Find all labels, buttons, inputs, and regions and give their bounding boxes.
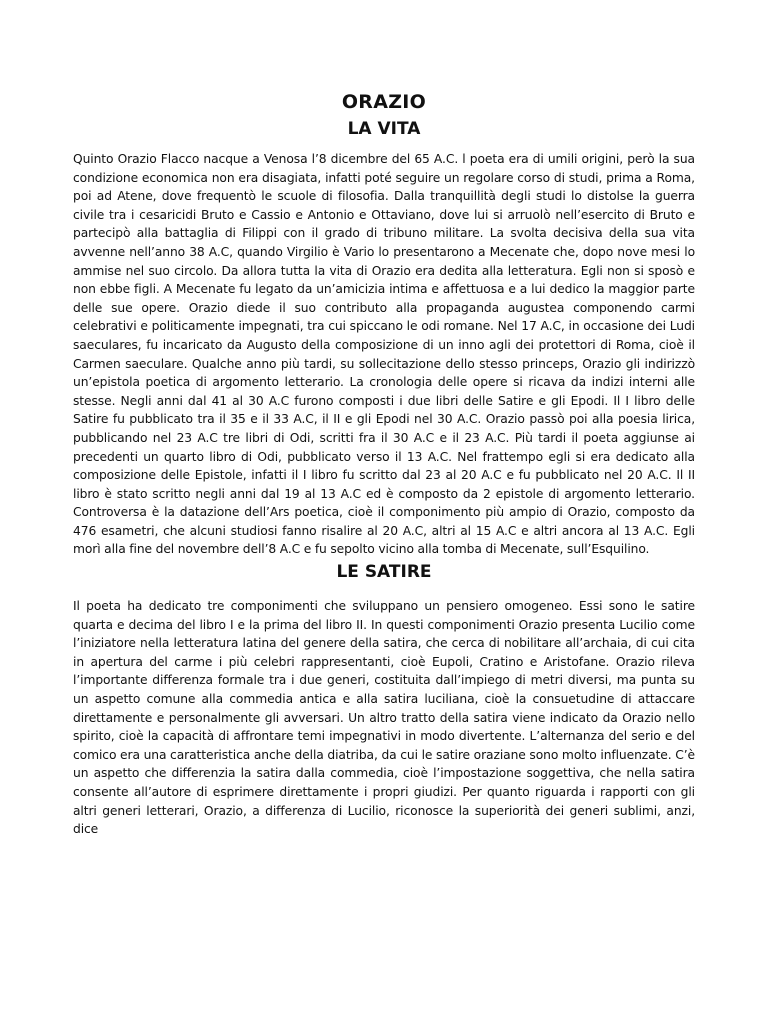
document-page [73, 88, 695, 839]
paragraph-la-vita: Quinto Orazio Flacco nacque a Venosa l’8 dicembre del 65 A.C. l poeta era di umili origini, però la sua condizione economica non era disagiata, infatti poté seguire un regolare corso di studi, prima a Roma, poi ad Atene, dove frequentò le scuole di filosofia. Dalla tranquillità degli studi lo distolse la guerra civile tra i cesaricidi Bruto e Cassio e Antonio e Ottaviano, dove lui si arruolò nell’esercito di Bruto e partecipò alla battaglia di Filippi con il grado di tribuno militare. La svolta decisiva della sua vita avvenne nell’anno 38 A.C, quando Virgilio è Vario lo presentarono a Mecenate che, dopo nove mesi lo ammise nel suo circolo. Da allora tutta la vita di Orazio era dedita alla letteratura. Egli non si sposò e non ebbe figli. A Mecenate fu legato da un’amicizia intima e affettuosa e a lui dedico la maggior parte delle sue opere. Orazio diede il suo contributo alla propaganda augustea componendo carmi celebrativi e politicamente impegnati, tra cui spiccano le odi romane. Nel 17 A.C, in occasione dei Ludi saeculares, fu incaricato da Augusto della composizione di un inno agli dei protettori di Roma, cioè il Carmen saeculare. Qualche anno più tardi, su sollecitazione dello stesso princeps, Orazio gli indirizzò un’epistola poetica di argomento letterario. La cronologia delle opere si ricava da indizi interni alle stesse. Negli anni dal 41 al 30 A.C furono composti i due libri delle Satire e gli Epodi. Il I libro delle Satire fu pubblicato tra il 35 e il 33 A.C, il II e gli Epodi nel 30 A.C. Orazio passò poi alla poesia lirica, pubblicando nel 23 A.C tre libri di Odi, scritti fra il 30 A.C e il 23 A.C. Più tardi il poeta aggiunse ai precedenti un quarto libro di Odi, pubblicato verso il 13 A.C. Nel frattempo egli si era dedicato alla composizione delle Epistole, infatti il I libro fu scritto dal 23 al 20 A.C e fu pubblicato nel 20 A.C. Il II libro è stato scritto negli anni dal 19 al 13 A.C ed è composto da 2 epistole di argomento letterario. Controversa è la datazione dell’Ars poetica, cioè il componimento più ampio di Orazio, composto da 476 esametri, che alcuni studiosi fanno risalire al 20 A.C, altri al 15 A.C e altri ancora al 13 A.C. Egli morì alla fine del novembre dell’8 A.C e fu sepolto vicino alla tomba di Mecenate, sull’Esquilino. [73, 152, 695, 557]
paragraph-le-satire: Il poeta ha dedicato tre componimenti che sviluppano un pensiero omogeneo. Essi sono le satire quarta e decima del libro I e la prima del libro II. In questi componimenti Orazio presenta Lucilio come l’iniziatore nella letteratura latina del genere della satira, che cerca di nobilitare all’archaia, di cui cita in apertura del carme i più celebri rappresentanti, cioè Eupoli, Cratino e Aristofane. Orazio rileva l’importante differenza formale tra i due generi, costituita dall’impiego di metri diversi, ma punta su un aspetto comune alla commedia antica e alla satira luciliana, cioè la consuetudine di attaccare direttamente e personalmente gli avversari. Un altro tratto della satira viene indicato da Orazio nello spirito, cioè la capacità di affrontare temi impegnativi in modo divertente. L’alternanza del serio e del comico era una caratteristica anche della diatriba, da cui le satire oraziane sono molto influenzate. C’è un aspetto che differenzia la satira dalla commedia, cioè l’impostazione soggettiva, che nella satira consente all’autore di esprimere direttamente i propri giudizi. Per quanto riguarda i rapporti con gli altri generi letterari, Orazio, a differenza di Lucilio, riconosce la superiorità dei generi sublimi, anzi, dice [73, 599, 695, 837]
section-heading-la-vita: LA VITA [347, 119, 421, 139]
document-title: ORAZIO [341, 91, 427, 113]
section-heading-le-satire: LE SATIRE [336, 562, 432, 583]
